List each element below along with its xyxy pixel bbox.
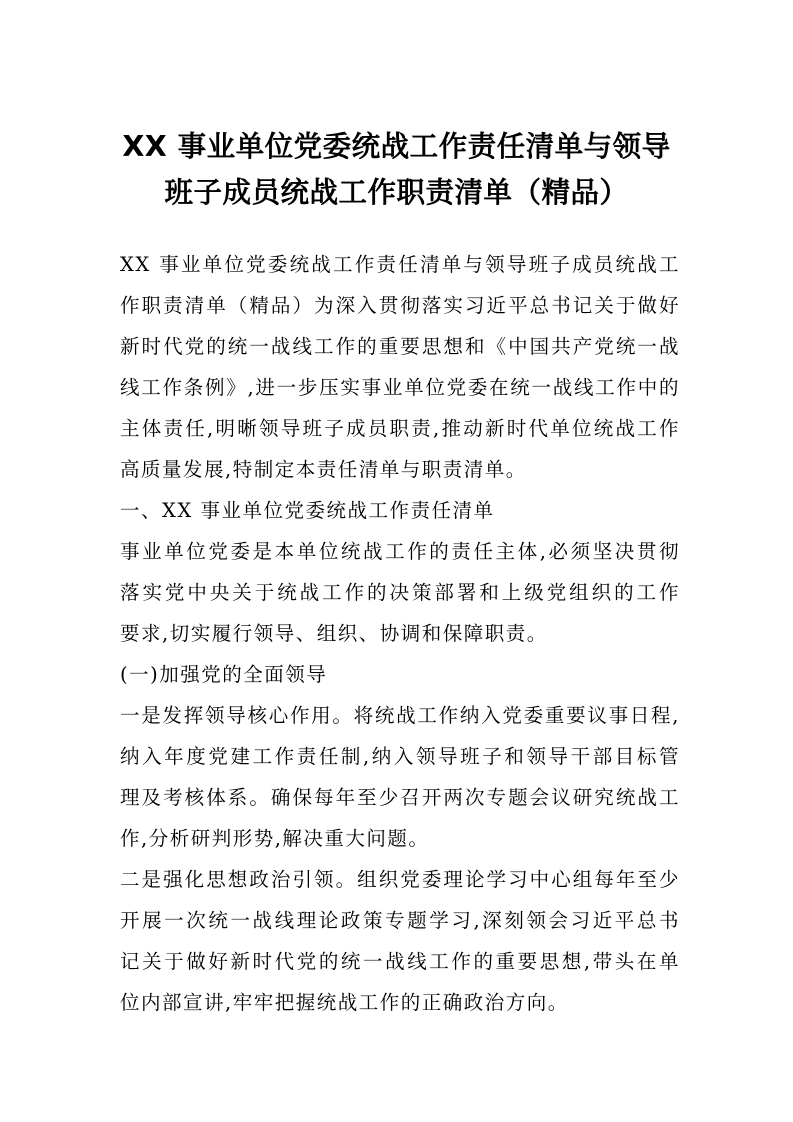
subsection-heading: (一)加强党的全面领导 bbox=[120, 663, 328, 686]
body-line: 一是发挥领导核心作用。将统战工作纳入党委重要议事日程, bbox=[120, 704, 680, 727]
body-line: 开展一次统一战线理论政策专题学习,深刻领会习近平总书 bbox=[120, 909, 680, 932]
body-line: XX 事业单位党委统战工作责任清单与领导班子成员统战工 bbox=[120, 253, 680, 276]
body-line: 二是强化思想政治引领。组织党委理论学习中心组每年至少 bbox=[120, 868, 680, 891]
body-line: 理及考核体系。确保每年至少召开两次专题会议研究统战工 bbox=[120, 786, 680, 809]
body-line: 纳入年度党建工作责任制,纳入领导班子和领导干部目标管 bbox=[120, 745, 680, 768]
body-line: 位内部宣讲,牢牢把握统战工作的正确政治方向。 bbox=[120, 991, 569, 1014]
section-heading: 一、XX 事业单位党委统战工作责任清单 bbox=[120, 499, 495, 522]
body-line: 记关于做好新时代党的统一战线工作的重要思想,带头在单 bbox=[120, 950, 680, 973]
body-line: 作,分析研判形势,解决重大问题。 bbox=[120, 827, 430, 850]
document-title-line-2: 班子成员统战工作职责清单（精品） bbox=[164, 176, 629, 209]
body-line: 作职责清单（精品）为深入贯彻落实习近平总书记关于做好 bbox=[120, 294, 680, 317]
body-line: 新时代党的统一战线工作的重要思想和《中国共产党统一战 bbox=[120, 335, 680, 358]
body-line: 落实党中央关于统战工作的决策部署和上级党组织的工作 bbox=[120, 581, 680, 604]
body-line: 事业单位党委是本单位统战工作的责任主体,必须坚决贯彻 bbox=[120, 540, 680, 563]
body-line: 主体责任,明晰领导班子成员职责,推动新时代单位统战工作 bbox=[120, 417, 680, 440]
document-title-line-1: XX 事业单位党委统战工作责任清单与领导 bbox=[122, 130, 671, 163]
body-line: 高质量发展,特制定本责任清单与职责清单。 bbox=[120, 458, 527, 481]
body-line: 要求,切实履行领导、组织、协调和保障职责。 bbox=[120, 622, 548, 645]
body-line: 线工作条例》,进一步压实事业单位党委在统一战线工作中的 bbox=[120, 376, 680, 399]
